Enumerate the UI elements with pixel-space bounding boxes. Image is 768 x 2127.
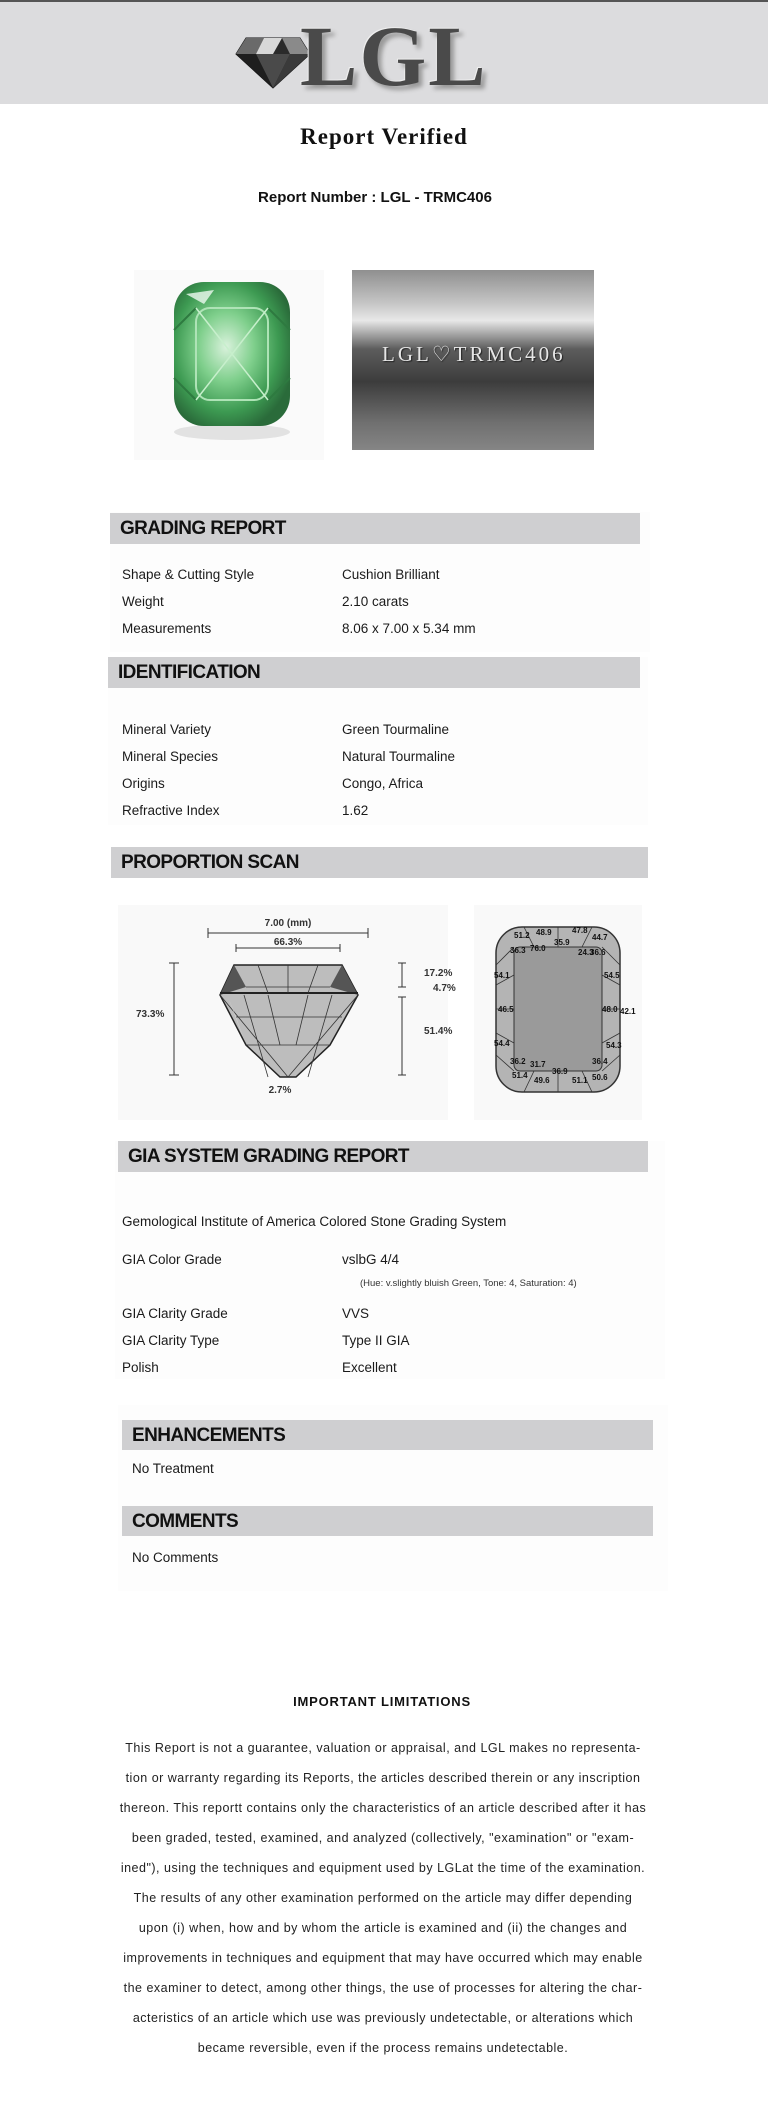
row-value: VVS [342,1306,370,1321]
row-value: Green Tourmaline [342,722,450,737]
gia-system-name: Gemological Institute of America Colored Stone Grading System [122,1214,507,1229]
gemstone-photo [134,270,324,460]
top-angle: 36.3 [510,946,526,955]
top-angle: 44.7 [592,933,608,942]
side-width-label: 7.00 (mm) [264,918,312,929]
top-angle: 31.7 [530,1060,546,1069]
logo-wordmark: LGL [300,8,488,104]
row-value: Type II GIA [342,1333,410,1348]
top-angle: 24.3 [578,948,594,957]
top-view-diagram [474,905,642,1120]
top-angle: 42.1 [620,1007,636,1016]
top-angle: 54.1 [494,971,510,980]
top-angle: 50.6 [592,1073,608,1082]
proportion-scan-title: PROPORTION SCAN [121,852,299,873]
enhancements-header [122,1420,653,1450]
side-profile-diagram [118,905,456,1120]
proportion-scan-header [111,847,648,878]
top-angle: 48.0 [602,1005,618,1014]
comments-value: No Comments [132,1550,219,1565]
gia-title: GIA SYSTEM GRADING REPORT [128,1146,409,1167]
top-angle: 54.4 [494,1039,510,1048]
page-title: Report Verified [300,124,468,149]
enhancements-value: No Treatment [132,1461,214,1476]
side-depth-label: 73.3% [136,1009,165,1020]
color-grade-note: (Hue: v.slightly bluish Green, Tone: 4, Saturation: 4) [360,1278,577,1289]
row-label: Measurements [122,621,212,636]
grading-report-header [110,513,640,544]
identification-header [108,657,640,688]
comments-header [122,1506,653,1536]
inscription-photo [352,270,594,450]
top-angle: 51.4 [512,1071,528,1080]
row-label: Polish [122,1360,159,1375]
top-angle: 35.9 [554,938,570,947]
row-value: Natural Tourmaline [342,749,456,764]
side-pavilion-label: 51.4% [424,1026,453,1037]
side-culet-label: 2.7% [268,1085,292,1096]
top-angle: 51.1 [572,1076,588,1085]
row-value: Cushion Brilliant [342,567,440,582]
gia-header [118,1141,648,1172]
row-label: GIA Clarity Type [122,1333,220,1348]
top-angle: 36.9 [552,1067,568,1076]
top-angle: 46.5 [498,1005,514,1014]
row-label: Refractive Index [122,803,220,818]
top-angle: 54.3 [606,1041,622,1050]
side-crown-label: 17.2% [424,968,453,979]
row-value: 8.06 x 7.00 x 5.34 mm [342,621,476,636]
top-angle: 49.6 [534,1076,550,1085]
top-angle: 36.4 [592,1057,608,1066]
row-label: GIA Color Grade [122,1252,222,1267]
row-value: Excellent [342,1360,397,1375]
limitations-text: This Report is not a guarantee, valuation or appraisal, and LGL makes no representa-tion or warranty regarding its Reports, the articles described therein or any inscription thereon. This reportt contains only the characteristics of an article described after it has been graded, tested, examined, and analyzed (collectively, "examination" or "exam-ined"), using the techniques and equipment used by LGLat the time of the examination. The results of any other examination performed on the article may differ depending upon (i) when, how and by whom the article is examined and (ii) the changes and improvements in techniques and equipment that may have occurred which may enable the examiner to detect, among other things, the use of processes for altering the char-acteristics of an article which use was previously undetectable, or alterations which became reversible, even if the process remains undetectable. [119,1741,647,2055]
top-angle: 51.2 [514,931,530,940]
enhancements-title: ENHANCEMENTS [132,1425,286,1446]
row-label: Mineral Variety [122,722,212,737]
side-table-label: 66.3% [273,937,303,948]
top-angle: 36.6 [590,948,606,957]
row-value: 1.62 [342,803,369,818]
row-label: Mineral Species [122,749,219,764]
row-label: Weight [122,594,164,609]
top-angle: 54.5 [604,971,620,980]
report-number: Report Number : LGL - TRMC406 [258,189,492,206]
row-value: Congo, Africa [342,776,424,791]
top-angle: 48.9 [536,928,552,937]
identification-title: IDENTIFICATION [118,662,261,683]
row-label: Origins [122,776,165,791]
side-girdle-label: 4.7% [433,983,456,994]
row-label: GIA Clarity Grade [122,1306,228,1321]
top-angle: 36.2 [510,1057,526,1066]
row-label: Shape & Cutting Style [122,567,255,582]
top-angle: 76.0 [530,944,546,953]
row-value: vslbG 4/4 [342,1252,400,1267]
top-angle: 47.8 [572,926,588,935]
lgl-logo[interactable] [234,8,494,104]
grading-report-title: GRADING REPORT [120,518,286,539]
header-banner [0,0,768,104]
comments-title: COMMENTS [132,1511,239,1532]
row-value: 2.10 carats [342,594,409,609]
girdle-inscription: LGL♡TRMC406 [382,342,566,366]
limitations-title: IMPORTANT LIMITATIONS [293,1694,471,1709]
